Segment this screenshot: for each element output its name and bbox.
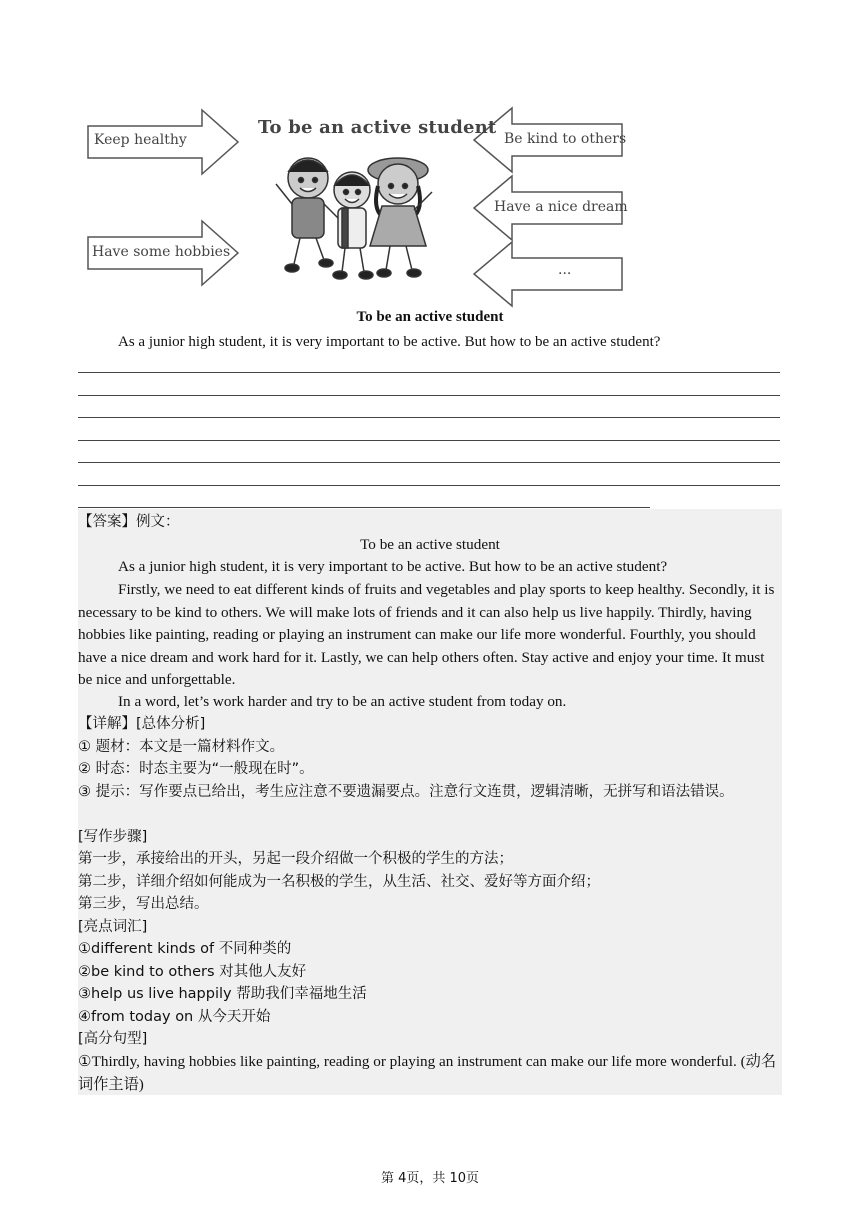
answer-paragraph-3: In a word, let’s work harder and try to be an active student from today on.: [118, 693, 567, 710]
writing-line[interactable]: [78, 417, 780, 418]
vocab-item: ④from today on 从今天开始: [78, 1009, 271, 1025]
vocab-item: ②be kind to others 对其他人友好: [78, 964, 307, 980]
analysis-item: ③ 提示：写作要点已给出，考生应注意不要遗漏要点。注意行文连贯，逻辑清晰，无拼写和语法错误。: [78, 784, 734, 800]
analysis-item: ② 时态：时态主要为“一般现在时”。: [78, 761, 314, 777]
analysis-header: 【详解】[总体分析]: [78, 716, 206, 732]
vocab-item: ①different kinds of 不同种类的: [78, 941, 292, 957]
vocab-item: ③help us live happily 帮助我们幸福地生活: [78, 986, 367, 1002]
answer-paragraph-2: Firstly, we need to eat different kinds of fruits and vegetables and play sports to keep healthy. Secondly, it is necessary to be kind to others. We will make lots of friends and it can also help us live happily. Thirdly, having hobbies like painting, reading or playing an instrument can make our life more wonderful. Fourthly, you should have a nice dream and work hard for it. Lastly, we can help others often. Stay active and enjoy your time. It must be nice and unforgettable.: [78, 581, 775, 688]
sentence-item: ①Thirdly, having hobbies like painting, reading or playing an instrument can make our life more wonderful. (动名词作主语): [78, 1053, 777, 1093]
writing-line[interactable]: [78, 507, 650, 508]
sentence-header: [高分句型]: [78, 1031, 148, 1047]
children-illustration: [276, 158, 432, 279]
arrow-label-keep-healthy: Keep healthy: [94, 132, 187, 148]
analysis-item: ① 题材：本文是一篇材料作文。: [78, 739, 285, 755]
arrow-label-be-kind: Be kind to others: [504, 131, 627, 147]
arrow-label-nice-dream: Have a nice dream: [494, 199, 628, 215]
answer-header: 【答案】例文：: [78, 514, 180, 530]
steps-header: [写作步骤]: [78, 829, 148, 845]
arrow-label-have-some-hobbies: Have some hobbies: [92, 244, 231, 260]
answer-paragraph-1: As a junior high student, it is very important to be active. But how to be an active student?: [118, 558, 668, 575]
writing-line[interactable]: [78, 440, 780, 441]
essay-title: To be an active student: [356, 309, 504, 325]
writing-line[interactable]: [78, 372, 780, 373]
essay-prompt: As a junior high student, it is very important to be active. But how to be an active student?: [118, 334, 661, 350]
figure-title: To be an active student: [258, 117, 497, 138]
arrow-more: [474, 242, 622, 306]
answer-title: To be an active student: [360, 536, 500, 553]
page-number: 第 4页，共 10页: [380, 1171, 480, 1186]
step-item: 第二步，详细介绍如何能成为一名积极的学生，从生活、社交、爱好等方面介绍；: [78, 874, 600, 890]
step-item: 第一步，承接给出的开头，另起一段介绍做一个积极的学生的方法；: [78, 851, 513, 867]
vocab-header: [亮点词汇]: [78, 919, 148, 935]
writing-line[interactable]: [78, 462, 780, 463]
arrow-label-more: ...: [558, 262, 572, 278]
writing-line[interactable]: [78, 395, 780, 396]
step-item: 第三步，写出总结。: [78, 896, 209, 912]
writing-line[interactable]: [78, 485, 780, 486]
